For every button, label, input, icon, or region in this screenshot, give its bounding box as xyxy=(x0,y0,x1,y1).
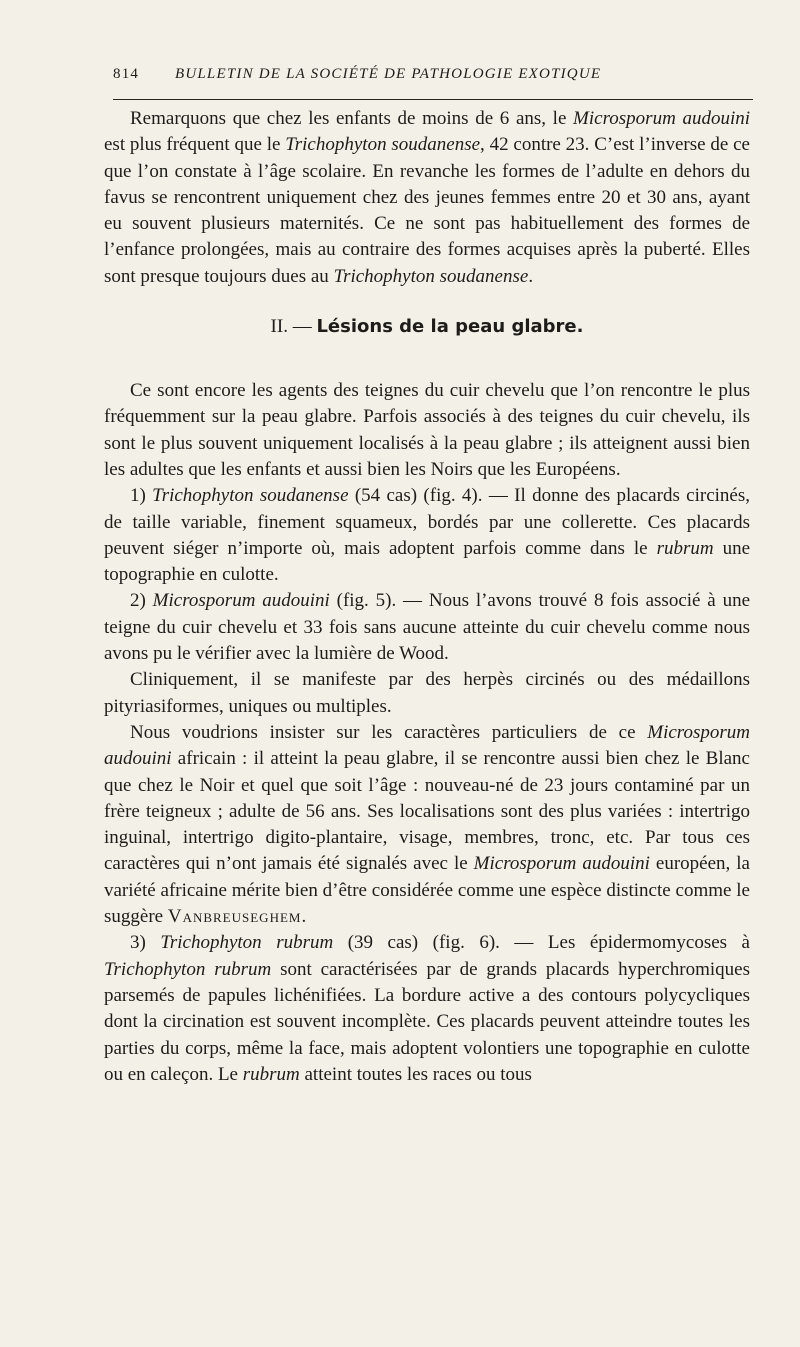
paragraph-7 xyxy=(104,930,750,1088)
species-name: Trichophyton rubrum xyxy=(104,958,272,980)
text-run: (fig. 5). — Nous l’avons trouvé 8 fois associé à une teigne du cuir chevelu et 33 fois sans aucune atteinte du cuir chevelu comme nous avons pu le vérifier avec la lumière de Wood. xyxy=(104,590,750,665)
text-run: est plus fréquent que le xyxy=(104,134,286,156)
species-name: Microsporum audouini xyxy=(473,853,650,875)
text-run: (54 cas) (fig. 4). — Il donne des placards circinés, de taille variable, finement squameux, bordés par une collerette. Ces placards peuvent siéger n’importe où, mais adoptent parfois comme dans le xyxy=(104,485,751,559)
text-run: Remarquons que chez les enfants de moins de 6 ans, le xyxy=(130,108,574,129)
author-name: Vanbreuseghem xyxy=(167,906,302,928)
running-title: BULLETIN DE LA SOCIÉTÉ DE PATHOLOGIE EXOTIQUE xyxy=(175,66,602,82)
text-run: une topographie en culotte. xyxy=(104,537,750,586)
text-run: . xyxy=(301,906,307,928)
paragraph-3 xyxy=(104,483,750,588)
paragraph-2: Ce sont encore les agents des teignes du cuir chevelu que l’on rencontre le plus fréquemment sur la peau glabre. Parfois associés à des teignes du cuir chevelu, ils sont le plus souvent uniquement localisés à la peau glabre ; ils atteignent aussi bien les adultes que les enfants et aussi bien les Noirs que les Européens. xyxy=(104,380,750,480)
text-run: européen, la variété africaine mérite bien d’être considérée comme une espèce distincte comme le suggère xyxy=(104,853,750,928)
header-rule xyxy=(113,99,753,100)
species-name: Trichophyton soudanense xyxy=(285,134,481,156)
paragraph-5: Cliniquement, il se manifeste par des herpès circinés ou des médaillons pityriasiformes, uniques ou multiples. xyxy=(104,669,750,717)
text-run: sont caractérisées par de grands placards hyperchromiques parsemés de papules lichénifiées. La bordure active a des contours polycycliques dont la circination est souvent incomplète. Ces placards peuvent atteindre toutes les parties du corps, même la face, mais adoptent volontiers une topographie en culotte ou en caleçon. Le xyxy=(104,958,750,1085)
species-name: rubrum xyxy=(656,537,714,559)
item-number: 1) xyxy=(130,485,153,507)
text-run: Nous voudrions insister sur les caractères particuliers de ce xyxy=(130,721,648,743)
paragraph-1 xyxy=(104,106,750,290)
text-run: . xyxy=(528,265,534,287)
item-number: 2) xyxy=(130,590,153,612)
species-name: Trichophyton soudanense xyxy=(152,485,349,507)
species-name: Microsporum audouini xyxy=(152,590,330,612)
section-number: II. — xyxy=(270,316,317,338)
species-name: Trichophyton soudanense xyxy=(333,265,529,287)
text-run: atteint toutes les races ou tous xyxy=(299,1063,532,1085)
running-header xyxy=(113,66,753,83)
page-number: 814 xyxy=(113,66,140,82)
body-text xyxy=(104,106,750,1088)
paragraph-4 xyxy=(104,588,750,667)
text-run: africain : il atteint la peau glabre, il se rencontre aussi bien chez le Blanc que chez le Noir et quel que soit l’âge : nouveau-né de 23 jours contaminé par un frère teigneux ; adulte de 56 ans. Ses localisations sont des plus variées : intertrigo inguinal, intertrigo digito-plantaire, visage, membres, tronc, etc. Par tous ces caractères qui n’ont jamais été signalés avec le xyxy=(104,748,750,875)
item-number: 3) xyxy=(130,932,161,954)
species-name: Trichophyton rubrum xyxy=(160,932,334,954)
text-run: , 42 contre 23. C’est l’inverse de ce que l’on constate à l’âge scolaire. En revanche les formes de l’adulte en dehors du favus se rencontrent uniquement chez des jeunes femmes entre 20 et 30 ans, ayant eu souvent plusieurs maternités. Ce ne sont pas habituellement des formes de l’enfance prolongées, mais au contraire des formes acquises après la puberté. Elles sont presque toujours dues au xyxy=(104,134,750,287)
section-heading xyxy=(104,316,750,338)
species-name: rubrum xyxy=(242,1063,300,1085)
paragraph-6 xyxy=(104,720,750,930)
text-run: (39 cas) (fig. 6). — Les épidermomycoses à xyxy=(333,932,750,954)
species-name: Microsporum audouini xyxy=(104,721,750,770)
section-title: Lésions de la peau glabre. xyxy=(316,316,584,338)
species-name: Microsporum audouini xyxy=(573,108,750,129)
